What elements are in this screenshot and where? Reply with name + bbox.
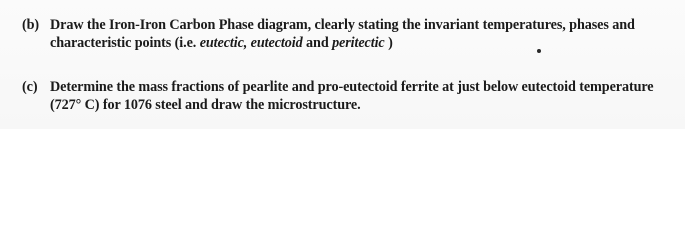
question-b-label: (b) xyxy=(22,17,40,33)
question-b xyxy=(22,16,652,52)
question-b-text-peritectic: peritectic xyxy=(332,35,385,51)
question-c-text-line-2: (727° C) for 1076 steel and draw the microstructure. xyxy=(50,97,361,113)
question-c-line-1 xyxy=(22,78,652,96)
question-b-line-1 xyxy=(22,16,652,34)
question-c xyxy=(22,78,652,114)
question-b-text-line-2-prefix: characteristic points (i.e. xyxy=(50,35,200,51)
question-b-text-eutectic-eutectoid: eutectic, eutectoid xyxy=(199,35,303,51)
question-b-text-and: and xyxy=(302,35,333,51)
stray-dot-mark xyxy=(537,49,541,53)
question-b-text-suffix: ) xyxy=(384,35,393,51)
question-c-line-2 xyxy=(22,96,652,114)
question-b-text-line-1: Draw the Iron-Iron Carbon Phase diagram, clearly stating the invariant temperatures, phases and xyxy=(50,17,635,33)
question-b-line-2 xyxy=(22,34,652,52)
question-c-text-line-1: Determine the mass fractions of pearlite and pro-eutectoid ferrite at just below eutectoid temperature xyxy=(50,79,654,95)
question-c-label: (c) xyxy=(22,79,38,95)
